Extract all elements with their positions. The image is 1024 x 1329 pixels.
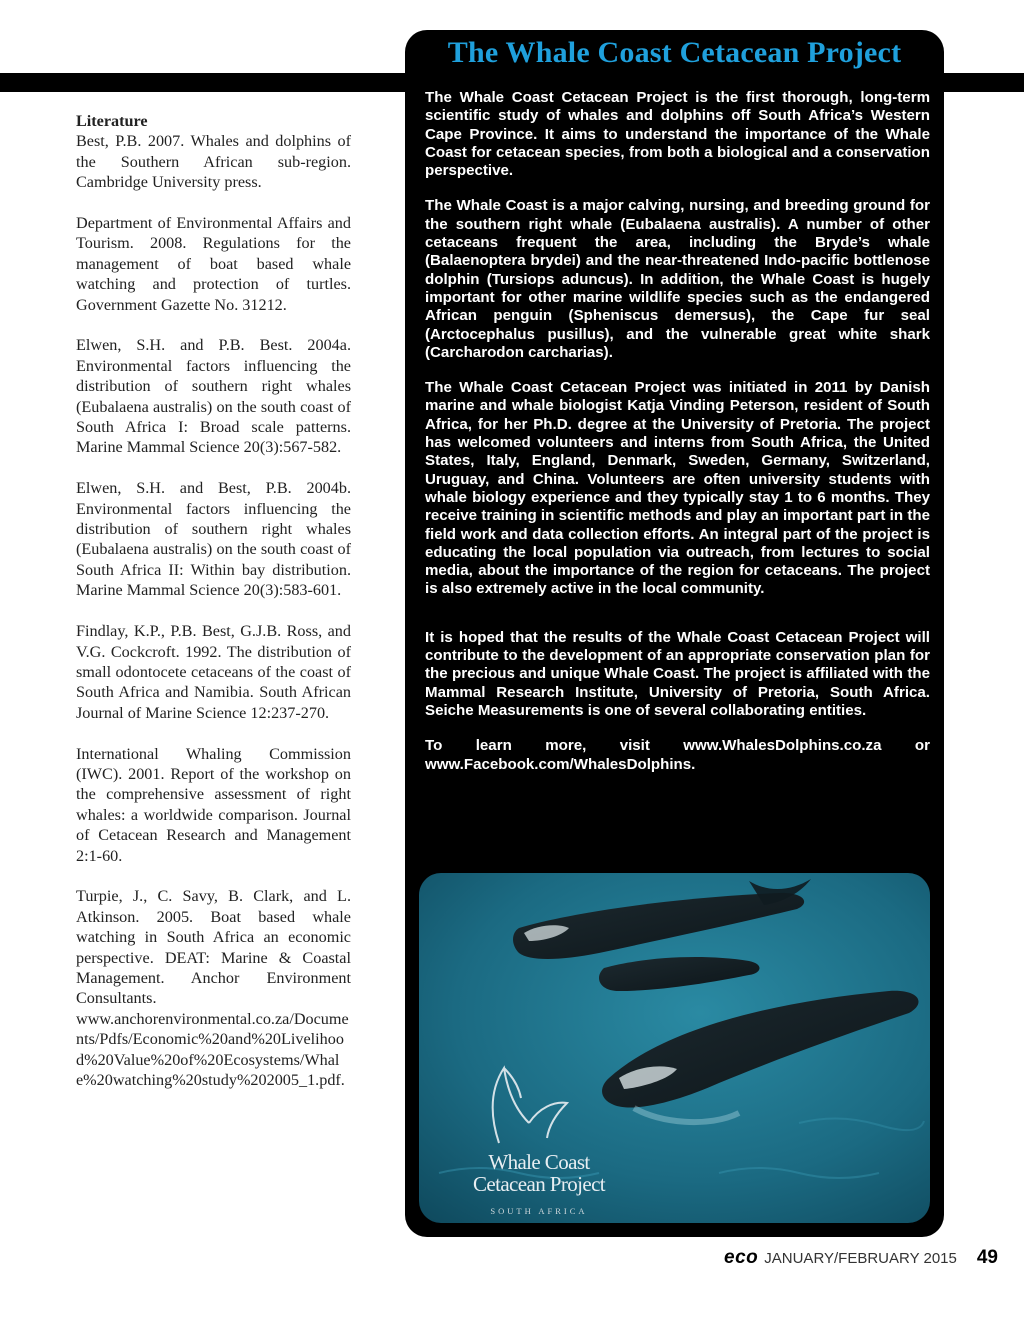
panel-paragraph-history: The Whale Coast Cetacean Project was initiated in 2011 by Danish marine and whale biologist Katja Vinding Peterson, resident of South Africa, for her Ph.D. degree at the University of Pretoria. The project has welcomed volunteers and interns from South Africa, the United States, Italy, England, Denmark, Sweden, Germany, Switzerland, Uruguay, and China. Volunteers are often university students with whale biology experience and they typically stay 1 to 6 months. They receive training in scientific methods and play an important part in the field work and data collection efforts. An integral part of the project is educating the local population via outreach, from lectures to social media, about the importance of the region for cetaceans. The project is also extremely active in the local community. (425, 379, 930, 598)
reference-url[interactable]: www.anchorenvironmental.co.za/Documents/Pdfs/Economic%20and%20Livelihood%20Value%20of%20Ecosystems/Whale%20watching%20study%202005_1.pdf. (76, 1009, 349, 1089)
logo-line-1: Whale Coast (488, 1150, 590, 1174)
reference-entry: International Whaling Commission (IWC). 2001. Report of the workshop on the comprehensive assessment of right whales: a worldwide comparison. Journal of Cetacean Research and Management 2:1-60. (76, 744, 351, 865)
panel-paragraph-goals: It is hoped that the results of the Whale Coast Cetacean Project will contribute to the development of an appropriate conservation plan for the precious and unique Whale Coast. The project is affiliated with the Mammal Research Institute, University of Pretoria, South Africa. Seiche Measurements is one of several collaborating entities. (425, 628, 930, 719)
panel-body (425, 89, 930, 791)
panel-title: The Whale Coast Cetacean Project (447, 36, 902, 69)
panel-paragraph-intro: The Whale Coast Cetacean Project is the first thorough, long-term scientific study of whales and dolphins off South Africa’s Western Cape Province. It aims to understand the importance of the Whale Coast for cetacean species, from both a biological and a conservation perspective. (425, 89, 930, 180)
reference-entry: Turpie, J., C. Savy, B. Clark, and L. Atkinson. 2005. Boat based whale watching in South Africa an economic perspective. DEAT: Marine & Coastal Management. Anchor Environment Consultants. (76, 887, 351, 1008)
reference-entry: Elwen, S.H. and Best, P.B. 2004b. Environmental factors influencing the distribution of southern right whales (Eubalaena australis) on the south coast of South Africa II: Within bay distribution. Marine Mammal Science 20(3):583-601. (76, 479, 351, 600)
logo-wordmark (449, 1151, 629, 1195)
literature-column (76, 111, 351, 1111)
reference-entry: Elwen, S.H. and P.B. Best. 2004a. Environmental factors influencing the distribution of southern right whales (Eubalaena australis) on the south coast of South Africa I: Broad scale patterns. Marine Mammal Science 20(3):567-582. (76, 336, 351, 457)
panel-paragraph-habitat: The Whale Coast is a major calving, nursing, and breeding ground for the southern right whale (Eubalaena australis). A number of other cetaceans frequent the area, including the Bryde’s whale (Balaenoptera brydei) and the near-threatened Indo-pacific bottlenose dolphin (Tursiops aduncus). In addition, the Whale Coast is hugely important for other marine wildlife species such as the endangered African penguin (Spheniscus demersus), the Cape fur seal (Arctocephalus pusillus), and the vulnerable great white shark (Carcharodon carcharias). (425, 197, 930, 361)
page-footer (724, 1247, 998, 1271)
logo-subtitle: SOUTH AFRICA (490, 1206, 588, 1216)
reference-entry: Best, P.B. 2007. Whales and dolphins of the Southern African sub-region. Cambridge University press. (76, 132, 351, 192)
whale-photo (419, 873, 930, 1223)
magazine-brand: eco (724, 1247, 759, 1268)
issue-date: JANUARY/FEBRUARY 2015 (764, 1250, 957, 1267)
page-number: 49 (976, 1247, 998, 1268)
reference-entry: Findlay, K.P., P.B. Best, G.J.B. Ross, and V.G. Cockcroft. 1992. The distribution of small odontocete cetaceans of the coast of South Africa and Namibia. South African Journal of Marine Science 12:237-270. (76, 622, 351, 722)
panel-paragraph-links: To learn more, visit www.WhalesDolphins.co.za or www.Facebook.com/WhalesDolphins. (425, 737, 930, 773)
logo-line-2: Cetacean Project (472, 1172, 606, 1196)
literature-heading: Literature (76, 112, 148, 130)
reference-entry: Department of Environmental Affairs and Tourism. 2008. Regulations for the management of boat based whale watching and protection of turtles. Government Gazette No. 31212. (76, 214, 351, 314)
